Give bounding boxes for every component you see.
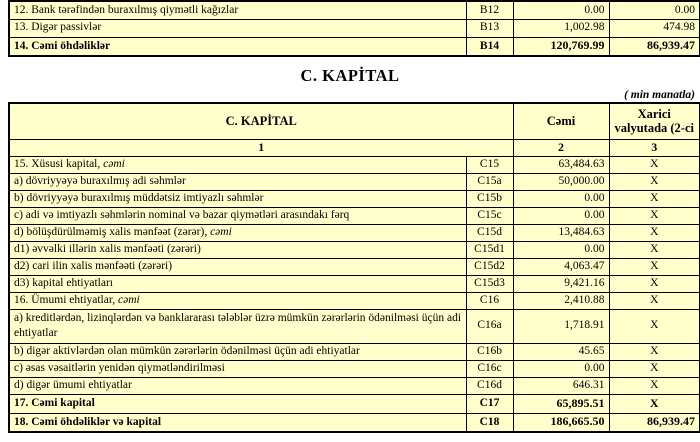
- row-code: C16c: [466, 360, 513, 377]
- row-code: C15d: [466, 224, 513, 241]
- unit-note: ( min manatla): [624, 89, 695, 101]
- row-label: 12. Bank tərəfindən buraxılmış qiymətli kağızlar: [9, 1, 466, 19]
- value-cemi: 0.00: [513, 207, 609, 224]
- column-number-row: [9, 139, 700, 156]
- row-code: C16d: [466, 377, 513, 394]
- value-cemi: 0.00: [513, 1, 609, 19]
- row-label: a) dövriyyəyə buraxılmış adi səhmlər: [9, 173, 466, 190]
- table-row: [9, 207, 700, 224]
- header-col-xarici: [609, 103, 700, 139]
- row-label: a) kreditlərdən, lizinqlərdən və banklararası tələblər üzrə mümkün zərərlərin ödənilməsi üçün adi ehtiyatlar: [9, 309, 466, 343]
- value-cemi: 120,769.99: [513, 37, 609, 56]
- table-row: [9, 377, 700, 394]
- value-xarici: X: [609, 292, 700, 309]
- value-cemi: 2,410.88: [513, 292, 609, 309]
- value-xarici: 86,939.47: [609, 413, 700, 432]
- row-label: d3) kapital ehtiyatları: [9, 275, 466, 292]
- row-code: C15a: [466, 173, 513, 190]
- table-row: [9, 19, 700, 37]
- value-cemi: 13,484.63: [513, 224, 609, 241]
- row-code: C15: [466, 156, 513, 173]
- value-xarici: X: [609, 207, 700, 224]
- value-cemi: 63,484.63: [513, 156, 609, 173]
- row-label: b) dövriyyəyə buraxılmış müddətsiz imtiyazlı səhmlər: [9, 190, 466, 207]
- row-label: 14. Cəmi öhdəliklər: [9, 37, 466, 56]
- table-row: [9, 156, 700, 173]
- table-row: [9, 258, 700, 275]
- value-cemi: 646.31: [513, 377, 609, 394]
- value-xarici: X: [609, 190, 700, 207]
- header-col-xarici-line2: valyutada (2-ci: [614, 121, 694, 136]
- table-row: [9, 190, 700, 207]
- value-xarici: X: [609, 156, 700, 173]
- table-row: [9, 413, 700, 432]
- column-number-2: 2: [513, 139, 609, 156]
- row-code: C16b: [466, 343, 513, 360]
- row-code: C18: [466, 413, 513, 432]
- table-row: [9, 292, 700, 309]
- row-code: C15b: [466, 190, 513, 207]
- value-xarici: X: [609, 343, 700, 360]
- row-label: 18. Cəmi öhdəliklər və kapital: [9, 413, 466, 432]
- value-cemi: 50,000.00: [513, 173, 609, 190]
- table-row: [9, 275, 700, 292]
- row-label: c) əsas vəsaitlərin yenidən qiymətləndirilməsi: [9, 360, 466, 377]
- capital-table: [8, 102, 700, 433]
- value-cemi: 0.00: [513, 190, 609, 207]
- table-row: [9, 394, 700, 413]
- value-xarici: 86,939.47: [609, 37, 700, 56]
- table-row: [9, 343, 700, 360]
- row-label: d2) cari ilin xalis mənfəəti (zərəri): [9, 258, 466, 275]
- header-col-cemi: Cəmi: [513, 103, 609, 139]
- header-col-xarici-line1: Xarici: [637, 106, 671, 121]
- value-cemi: 0.00: [513, 241, 609, 258]
- value-xarici: X: [609, 360, 700, 377]
- liabilities-table-tail: [8, 0, 700, 57]
- row-label: 13. Digər passivlər: [9, 19, 466, 37]
- value-xarici: X: [609, 377, 700, 394]
- value-xarici: X: [609, 224, 700, 241]
- row-code: B12: [466, 1, 513, 19]
- row-label: b) digər aktivlərdən olan mümkün zərərlərin ödənilməsi üçün adi ehtiyatlar: [9, 343, 466, 360]
- value-cemi: 186,665.50: [513, 413, 609, 432]
- row-label: d) digər ümumi ehtiyatlar: [9, 377, 466, 394]
- value-xarici: X: [609, 258, 700, 275]
- row-label: d) bölüşdürülməmiş xalis mənfəət (zərər), cəmi: [9, 224, 466, 241]
- value-xarici: 474.98: [609, 19, 700, 37]
- row-code: C16: [466, 292, 513, 309]
- table-row: [9, 224, 700, 241]
- value-xarici: X: [609, 173, 700, 190]
- column-number-1: 1: [9, 139, 513, 156]
- table-row: [9, 37, 700, 56]
- row-label: c) adi və imtiyazlı səhmlərin nominal və bazar qiymətləri arasındakı fərq: [9, 207, 466, 224]
- table-row: [9, 309, 700, 343]
- table-row: [9, 1, 700, 19]
- value-xarici: X: [609, 275, 700, 292]
- header-col-title: C. KAPİTAL: [9, 103, 513, 139]
- value-cemi: 1,718.91: [513, 309, 609, 343]
- value-cemi: 9,421.16: [513, 275, 609, 292]
- row-code: C16a: [466, 309, 513, 343]
- value-cemi: 0.00: [513, 360, 609, 377]
- value-cemi: 1,002.98: [513, 19, 609, 37]
- row-code: B14: [466, 37, 513, 56]
- value-xarici: X: [609, 394, 700, 413]
- row-code: C15d1: [466, 241, 513, 258]
- column-number-3: 3: [609, 139, 700, 156]
- row-label: 16. Ümumi ehtiyatlar, cəmi: [9, 292, 466, 309]
- value-xarici: X: [609, 241, 700, 258]
- table-row: [9, 360, 700, 377]
- row-code: B13: [466, 19, 513, 37]
- value-cemi: 45.65: [513, 343, 609, 360]
- row-code: C17: [466, 394, 513, 413]
- value-xarici: X: [609, 309, 700, 343]
- value-xarici: 0.00: [609, 1, 700, 19]
- row-code: C15c: [466, 207, 513, 224]
- row-label: d1) əvvəlki illərin xalis mənfəəti (zərəri): [9, 241, 466, 258]
- table-row: [9, 241, 700, 258]
- value-cemi: 65,895.51: [513, 394, 609, 413]
- row-label: 15. Xüsusi kapital, cəmi: [9, 156, 466, 173]
- table-row: [9, 173, 700, 190]
- capital-table-header-row: [9, 103, 700, 139]
- section-title: C. KAPİTAL: [300, 66, 400, 85]
- row-code: C15d2: [466, 258, 513, 275]
- row-code: C15d3: [466, 275, 513, 292]
- row-label: 17. Cəmi kapital: [9, 394, 466, 413]
- value-cemi: 4,063.47: [513, 258, 609, 275]
